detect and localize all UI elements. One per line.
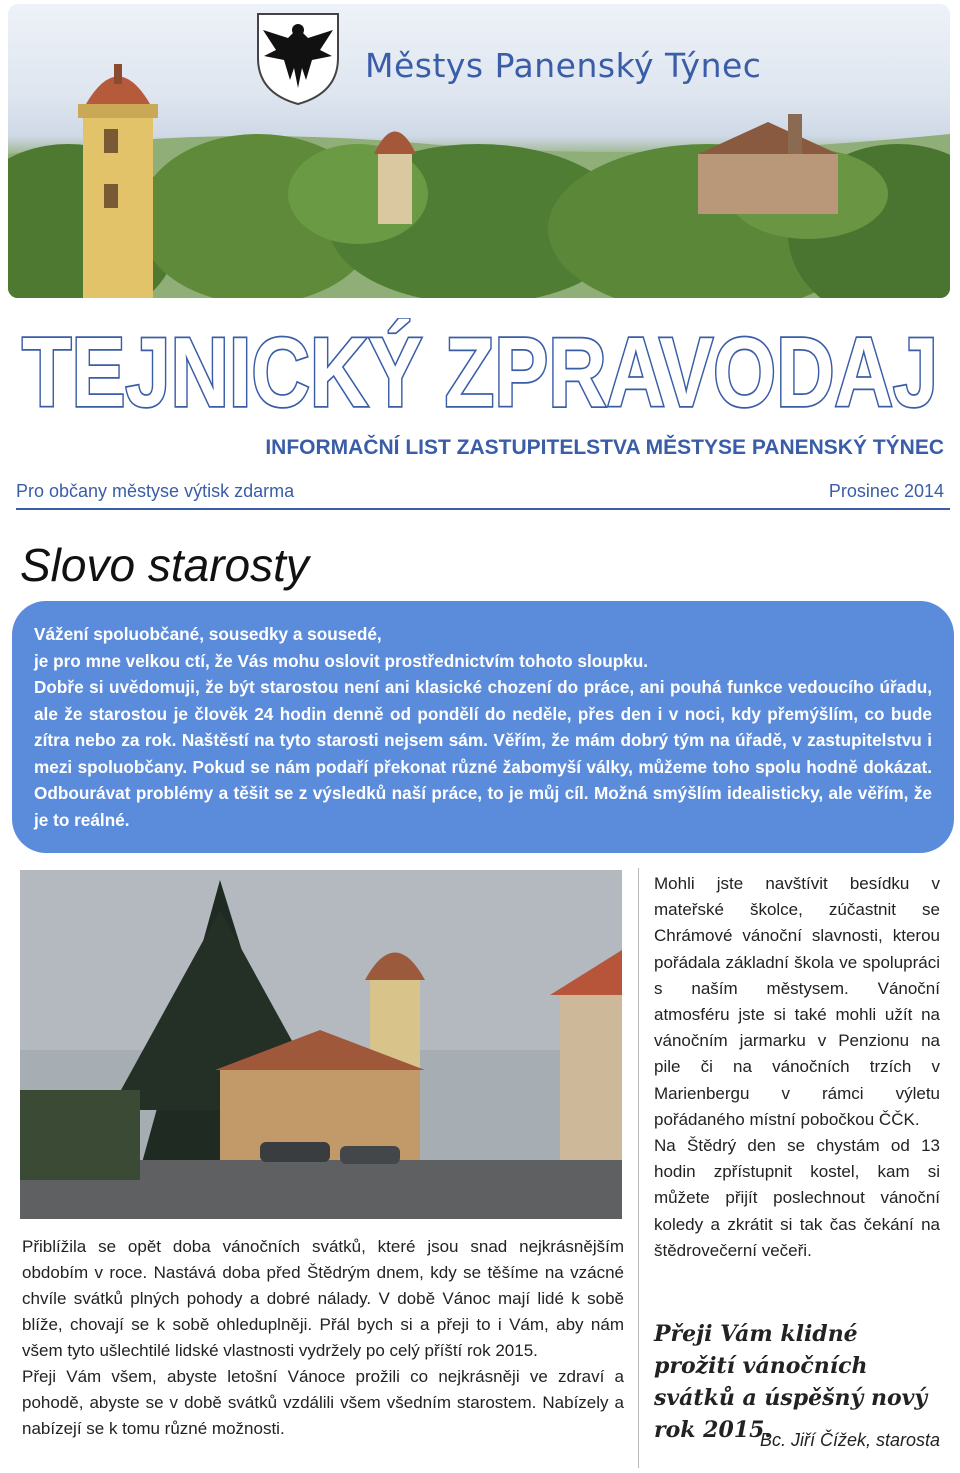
right-paragraph: Na Štědrý den se chystám od 13 hodin zpřístupnit kostel, kam si můžete přijít poslechnout vánoční koledy a zkrátit si tak čas čekání na štědrovečerní večeři. [654,1136,940,1260]
masthead-text: TEJNICKÝ ZPRAVODAJ [22,318,938,418]
mayor-intro-box [12,601,954,853]
intro-paragraph: Dobře si uvědomuji, že být starostou není ani klasické chození do práce, ani pouhá funkce vedoucího úřadu, ale že starostou je člověk 24 hodin denně od pondělí do neděle, přes den i v noci, kdy přemýšlím, co bude zítra nebo za rok. Naštěstí na tyto starosti nejsem sám. Věřím, že mám dobrý tým na úřadě, v zastupitelstvu i mezi spoluobčany. Pokud se nám podaří překonat různé žabomyší války, můžeme toho spolu hodně dokázat. Odbourávat problémy a těšit se z výsledků naší práce, to je můj cíl. Možná smýšlím idealisticky, ale věřím, že je to reálné. [34,677,932,830]
signature: Bc. Jiří Čížek, starosta [759,1430,940,1450]
header-divider [16,508,950,510]
winter-village-photo [20,870,622,1219]
left-paragraph: Přiblížila se opět doba vánočních svátků, které jsou snad nejkrásnějším obdobím v roce. Nastává doba před Štědrým dnem, kdy se těšíme na vzácné chvíle svátků plných pohody a dobré nálady. V době Vánoc mají lidé k sobě blíže, chovají se k sobě ohleduplněji. Přál bych si a přeji to i Vám, aby nám všem tyto ušlechtilé lidské vlastnosti vydržely po celý příští rok 2015. [22,1237,624,1360]
municipality-name: Městys Panenský Týnec [365,46,762,85]
distribution-note: Pro občany městyse výtisk zdarma [16,481,295,501]
issue-date: Prosinec 2014 [828,481,944,501]
newsletter-subtitle: INFORMAČNÍ LIST ZASTUPITELSTVA MĚSTYSE PANENSKÝ TÝNEC [265,436,944,459]
column-divider [638,868,639,1468]
masthead-title [10,318,950,418]
left-column [22,1234,624,1442]
greeting-line: Vážení spoluobčané, sousedky a sousedé, [34,624,382,644]
section-title: Slovo starosty [20,539,309,591]
left-paragraph: Přeji Vám všem, abyste letošní Vánoce prožili co nejkrásněji ve zdraví a pohodě, abyste se v době svátků vzdálili všem všedním starostem. Nabízely a nabízejí se k tomu různé možnosti. [22,1367,624,1438]
holiday-wish: Přeji Vám klidné prožití vánočních svátků a úspěšný nový rok 2015. [654,1321,928,1443]
right-column [654,871,940,1264]
coat-of-arms-icon [248,8,348,108]
christmas-tree-photo-image [20,870,622,1219]
greeting-line: je pro mne velkou ctí, že Vás mohu oslovit prostřednictvím tohoto sloupku. [34,650,649,671]
header-banner [8,4,950,298]
right-paragraph: Mohli jste navštívit besídku v mateřské školce, zúčastnit se Chrámové vánoční slavnosti, kterou pořádala základní škola ve spolupráci s naším městysem. Vánoční atmosféru jste si také mohli užít na vánočním jarmarku v Penzionu na pile či na vánočních trzích v Marienbergu v rámci výletu pořádaného místní pobočkou ČČK. [654,874,940,1129]
